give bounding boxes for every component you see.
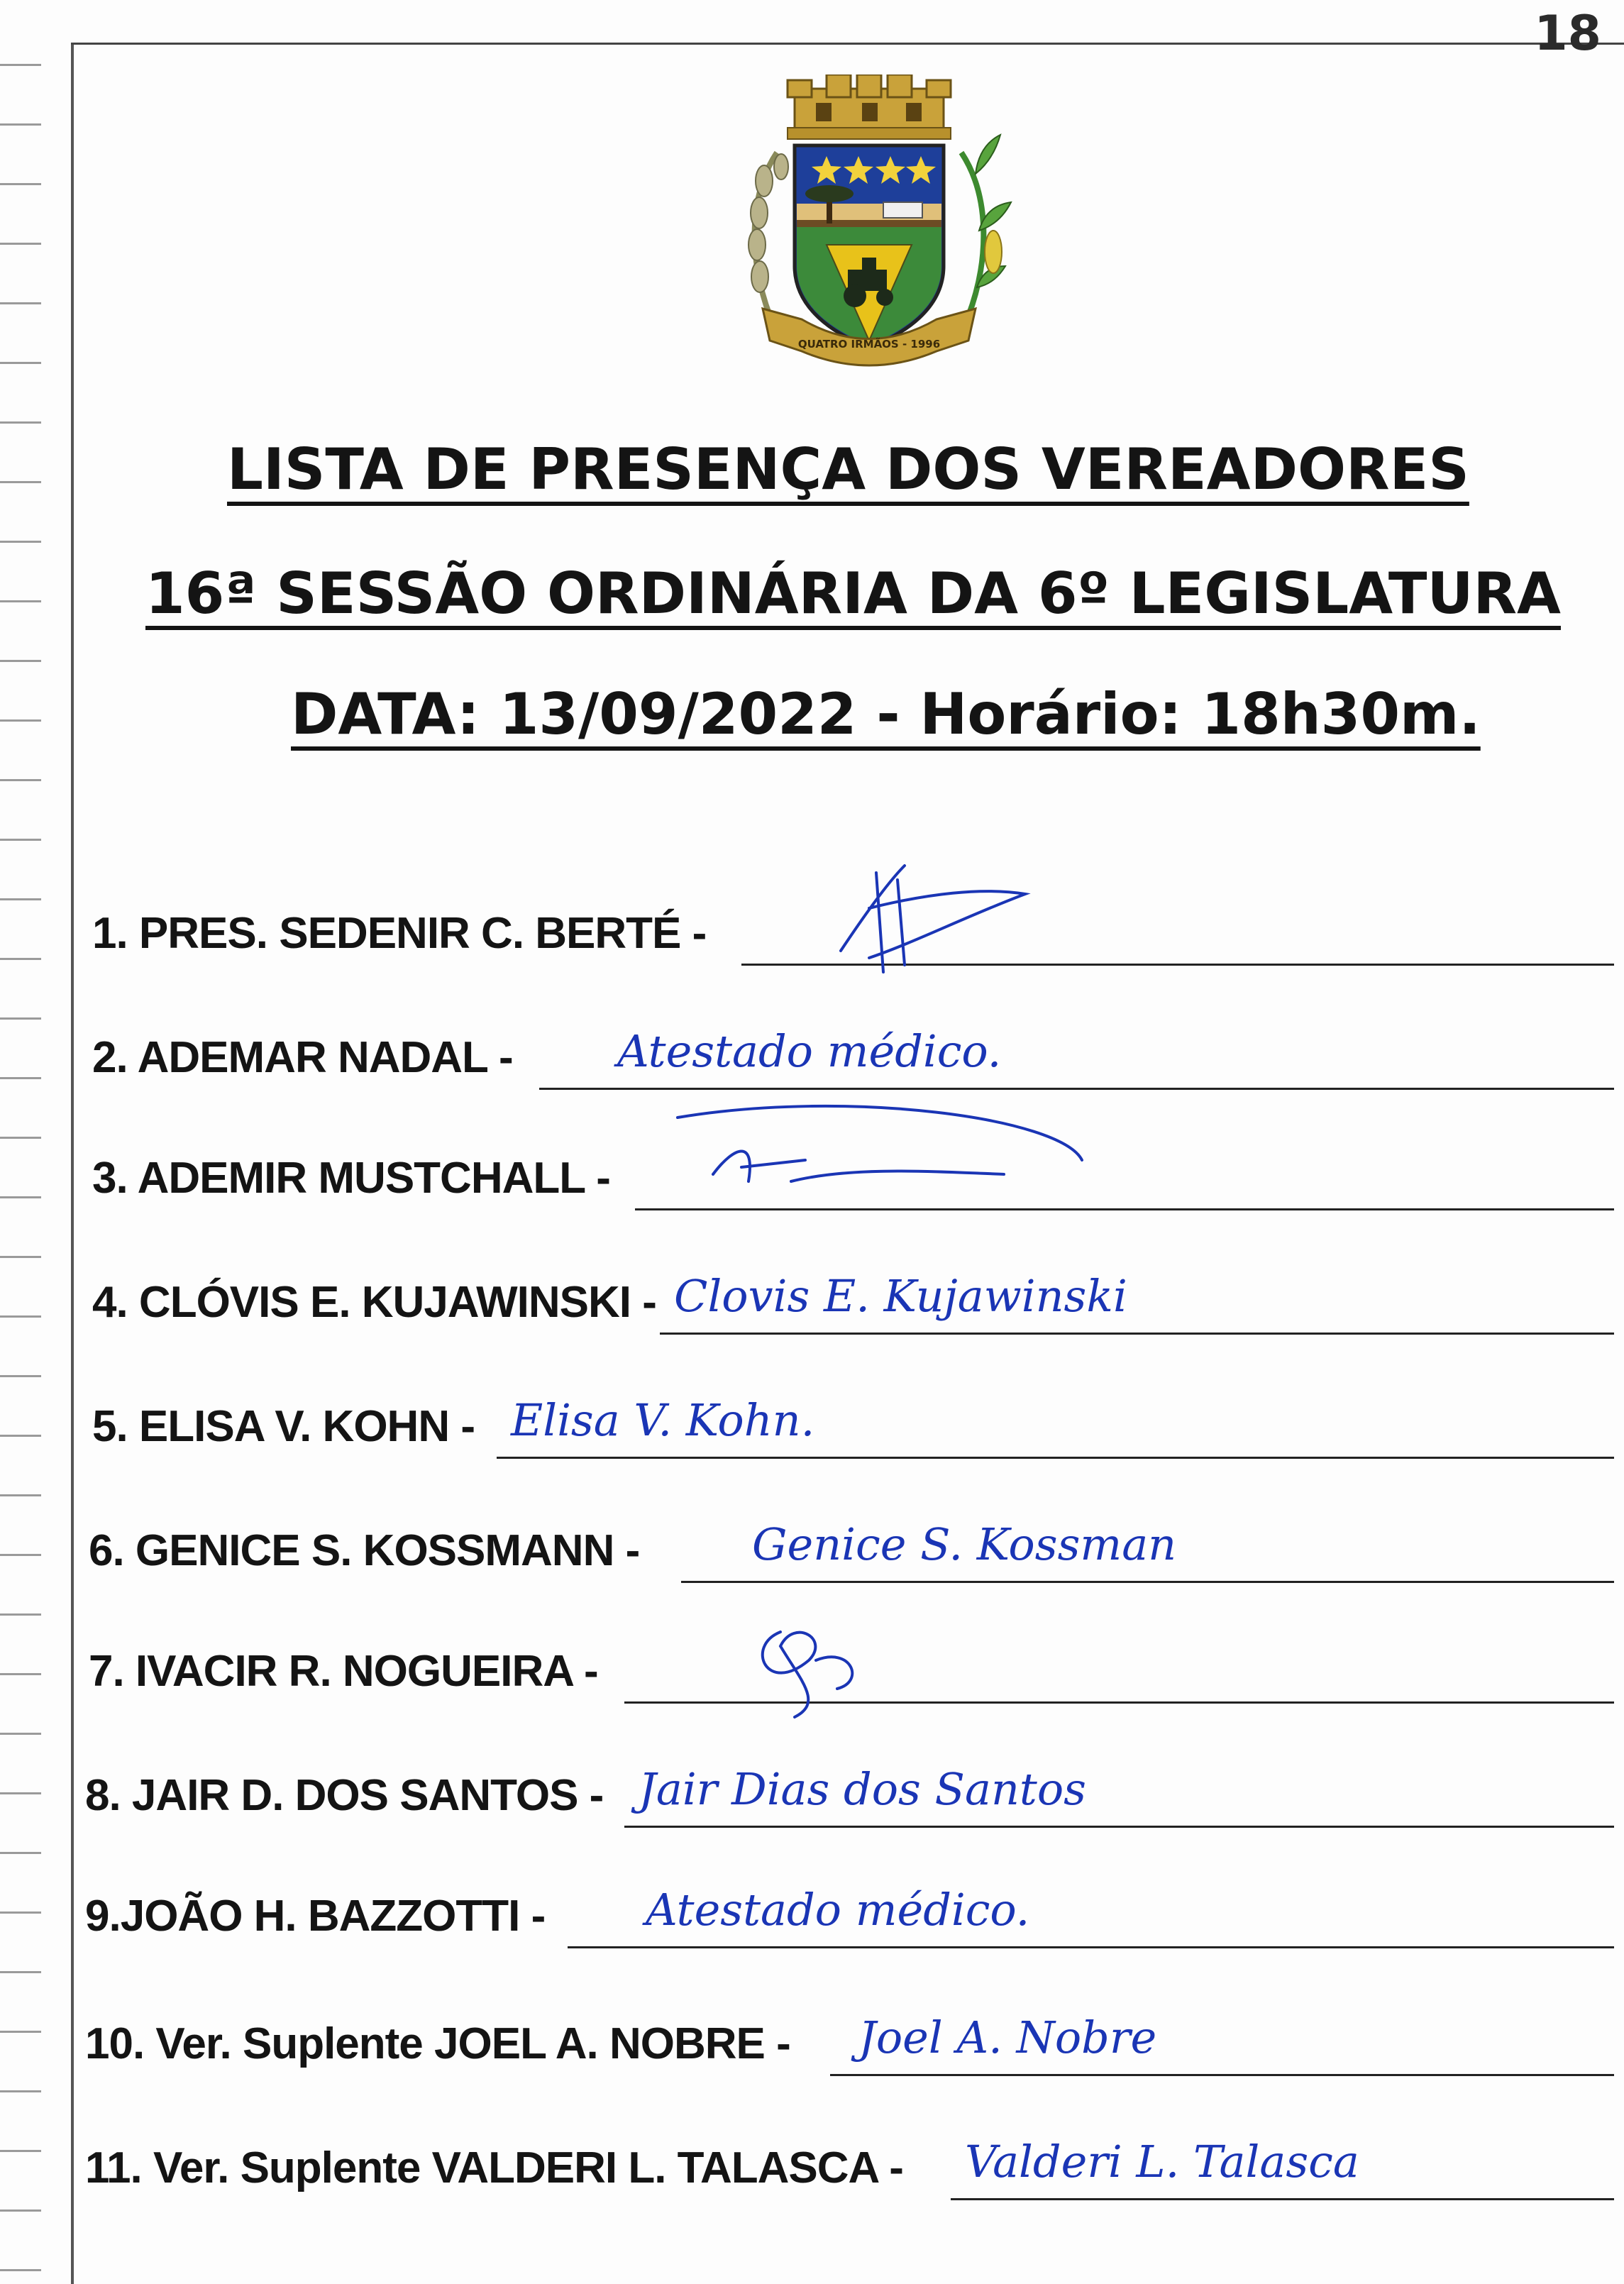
councillor-name: 5. ELISA V. KOHN - <box>92 1402 475 1451</box>
margin-mark <box>0 421 41 424</box>
margin-mark <box>0 898 41 900</box>
signature-scribble <box>752 1618 1178 1760</box>
attendance-row <box>0 908 1624 1008</box>
councillor-name: 8. JAIR D. DOS SANTOS - <box>85 1771 604 1820</box>
margin-mark <box>0 123 41 126</box>
signature-line <box>681 1581 1614 1583</box>
councillor-name: 11. Ver. Suplente VALDERI L. TALASCA - <box>85 2144 903 2192</box>
councillor-name: 10. Ver. Suplente JOEL A. NOBRE - <box>85 2019 790 2068</box>
attendance-row <box>0 1518 1624 1625</box>
signature-scribble <box>827 866 1252 1008</box>
attendance-row <box>0 1394 1624 1501</box>
shield-icon <box>795 145 944 348</box>
attendance-row <box>0 2012 1624 2118</box>
handwritten-signature: Atestado médico. <box>646 1884 1030 1936</box>
top-border-line <box>71 43 1624 45</box>
councillor-name: 9.JOÃO H. BAZZOTTI - <box>85 1892 546 1941</box>
crown-icon <box>788 75 951 139</box>
margin-mark <box>0 1137 41 1139</box>
attendance-row <box>0 1763 1624 1870</box>
councillor-name: 2. ADEMAR NADAL - <box>92 1033 513 1082</box>
signature-line <box>830 2074 1614 2076</box>
attendance-row <box>0 1025 1624 1132</box>
signature-scribble <box>706 1132 1132 1274</box>
margin-mark <box>0 64 41 66</box>
margin-mark <box>0 779 41 781</box>
councillor-name: 6. GENICE S. KOSSMANN - <box>89 1526 640 1575</box>
signature-line <box>539 1088 1614 1090</box>
margin-mark <box>0 600 41 602</box>
margin-mark <box>0 660 41 662</box>
handwritten-signature: Elisa V. Kohn. <box>511 1394 815 1446</box>
attendance-row <box>0 1270 1624 1377</box>
municipal-crest <box>720 75 1018 387</box>
margin-mark <box>0 541 41 543</box>
councillor-name: 3. ADEMIR MUSTCHALL - <box>92 1154 610 1203</box>
page-number: 18 <box>1534 6 1601 62</box>
handwritten-signature: Atestado médico. <box>617 1025 1002 1077</box>
margin-mark <box>0 1017 41 1020</box>
attendance-row <box>0 1884 1624 1990</box>
handwritten-signature: Jair Dias dos Santos <box>639 1763 1086 1815</box>
handwritten-signature: Clovis E. Kujawinski <box>674 1270 1127 1322</box>
margin-mark <box>0 243 41 245</box>
councillor-name: 1. PRES. SEDENIR C. BERTÉ - <box>92 909 707 958</box>
signature-line <box>568 1946 1614 1948</box>
margin-mark <box>0 2269 41 2271</box>
councillor-name: 4. CLÓVIS E. KUJAWINSKI - <box>92 1278 656 1327</box>
margin-mark <box>0 719 41 722</box>
attendance-row <box>0 1153 1624 1252</box>
signature-line <box>660 1333 1614 1335</box>
margin-mark <box>0 1256 41 1258</box>
date-time-title: DATA: 13/09/2022 - Horário: 18h30m. <box>291 681 1481 747</box>
handwritten-signature: Joel A. Nobre <box>858 2012 1157 2063</box>
session-title: 16ª SESSÃO ORDINÁRIA DA 6º LEGISLATURA <box>145 561 1561 627</box>
margin-mark <box>0 839 41 841</box>
margin-mark <box>0 302 41 304</box>
attendance-row <box>0 1646 1624 1745</box>
margin-mark <box>0 183 41 185</box>
signature-line <box>624 1826 1614 1828</box>
signature-line <box>951 2198 1614 2200</box>
councillor-name: 7. IVACIR R. NOGUEIRA - <box>89 1647 598 1696</box>
attendance-row <box>0 2136 1624 2242</box>
crest-ribbon-text: QUATRO IRMÃOS - 1996 <box>797 338 941 351</box>
signature-line <box>497 1457 1614 1459</box>
margin-mark <box>0 481 41 483</box>
handwritten-signature: Valderi L. Talasca <box>965 2136 1359 2188</box>
handwritten-signature: Genice S. Kossman <box>752 1518 1177 1570</box>
margin-mark <box>0 362 41 364</box>
document-title: LISTA DE PRESENÇA DOS VEREADORES <box>227 436 1469 502</box>
